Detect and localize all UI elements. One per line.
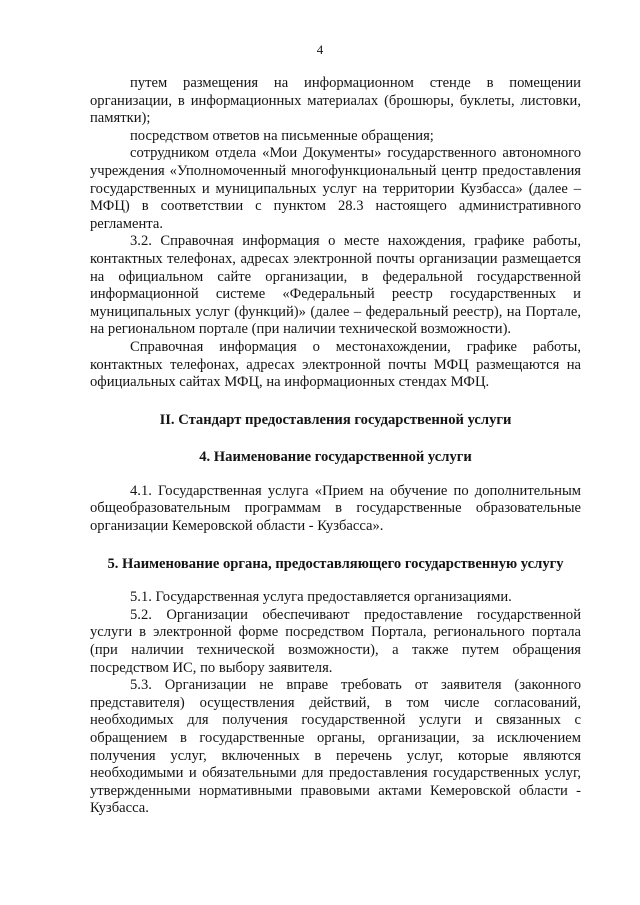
- paragraph-5-3: 5.3. Организации не вправе требовать от заявителя (законного представителя) осуществления действий, в том числе согласований, необходимых для получения государственной услуги и связанных с обращением в государственные органы, организации, за исключением получения услуг, включенных в перечень услуг, которые являются необходимыми и обязательными для предоставления государственных услуг, утвержденными нормативными правовыми актами Кемеровской области - Кузбасса.: [90, 677, 581, 817]
- paragraph-mfc-staff: сотрудником отдела «Мои Документы» государственного автономного учреждения «Уполномоченный многофункциональный центр предоставления государственных и муниципальных услуг на территории Кузбасса» (далее – МФЦ) в соответствии с пунктом 28.3 настоящего административного регламента.: [90, 145, 581, 232]
- paragraph-5-2: 5.2. Организации обеспечивают предоставление государственной услуги в электронной форме посредством Портала, регионального портала (при наличии технической возможности), а также путем обращения посредством ИС, по выбору заявителя.: [90, 606, 581, 676]
- section-title: II. Стандарт предоставления государственной услуги: [159, 411, 512, 428]
- paragraph-mfc-reference: Справочная информация о местонахождении, графике работы, контактных телефонах, адресах электронной почты МФЦ размещаются на официальных сайтах МФЦ, на информационных стендах МФЦ.: [90, 338, 581, 391]
- page-number: 4: [316, 42, 324, 57]
- paragraph-info-stand: путем размещения на информационном стенде в помещении организации, в информационных материалах (брошюры, буклеты, листовки, памятки);: [90, 75, 581, 127]
- paragraph-written-requests: посредством ответов на письменные обращения;: [130, 127, 434, 144]
- heading-5: 5. Наименование органа, предоставляющего государственную услугу: [107, 555, 564, 572]
- paragraph-4-1: 4.1. Государственная услуга «Прием на обучение по дополнительным общеобразовательным программам в государственные образовательные организации Кемеровской области - Кузбасса».: [90, 482, 581, 535]
- paragraph-5-1: 5.1. Государственная услуга предоставляется организациями.: [130, 589, 512, 606]
- paragraph-3-2: 3.2. Справочная информация о месте нахождения, графике работы, контактных телефонах, адресах электронной почты организации размещается на официальном сайте организации, в федеральной государственной информационной системе «Федеральный реестр государственных и муниципальных услуг (функций)» (далее – федеральный реестр), на Портале, на региональном портале (при наличии технической возможности).: [90, 233, 581, 338]
- heading-4: 4. Наименование государственной услуги: [199, 449, 472, 466]
- document-body: [90, 75, 581, 818]
